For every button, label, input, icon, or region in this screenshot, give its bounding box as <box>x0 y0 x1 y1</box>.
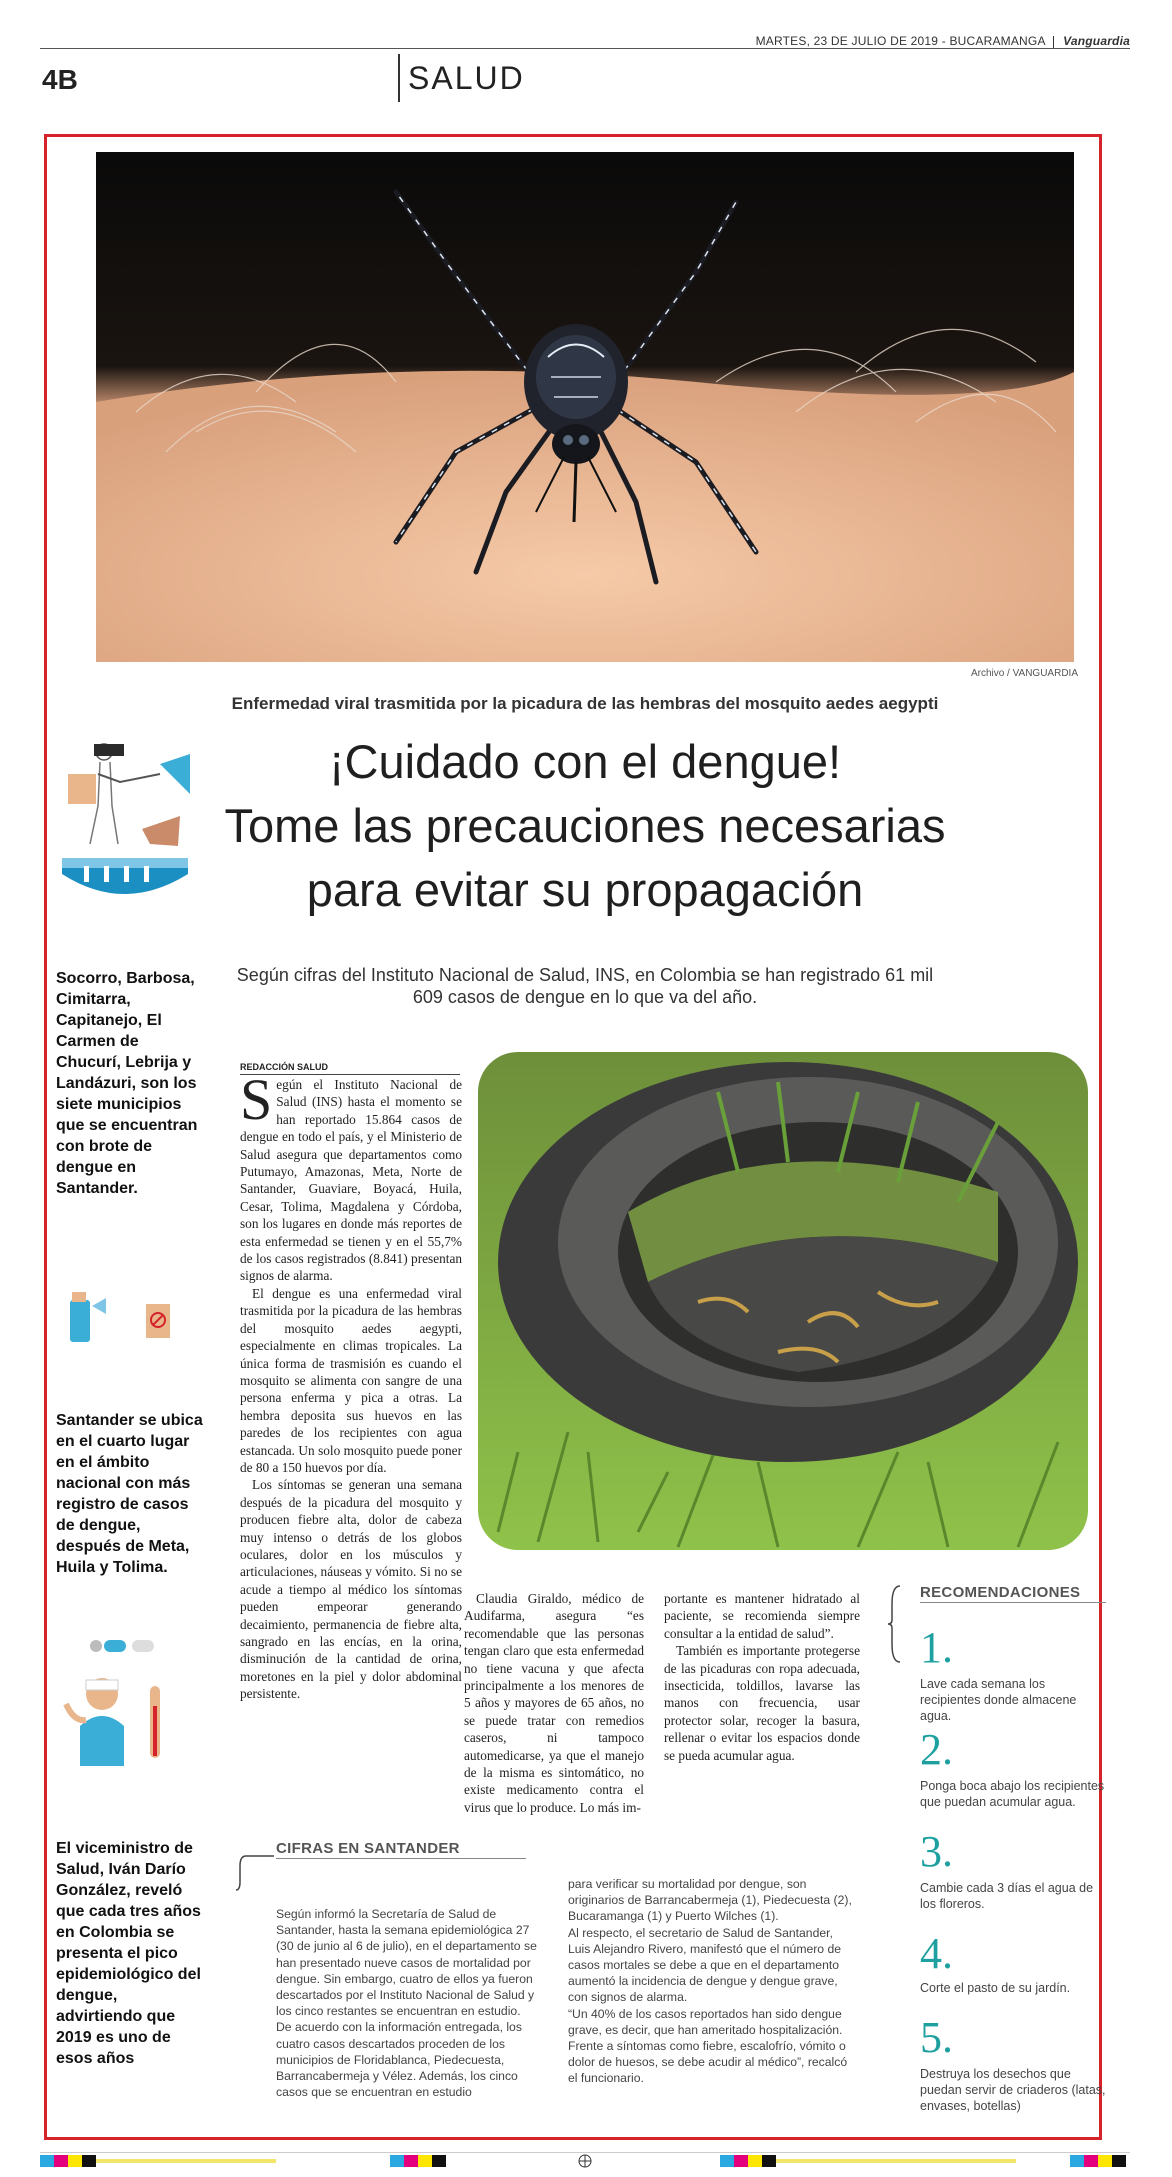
sidebar-fact-2: Santander se ubica en el cuarto lugar en el ámbito nacional con más registro de casos de dengue, después de Meta, Huila y Tolima. <box>56 1412 203 1576</box>
recommendation-text-1: Lave cada semana los recipientes donde almacene agua. <box>920 1677 1077 1723</box>
article-paragraph-3: Los síntomas se generan una semana después de la picadura del mosquito y producen fiebre alta, dolor de cabeza muy intenso o detrás de los globos oculares, dolor en los músculos y articulaciones, náuseas y vómito. Si no se acude a tiempo al médico los síntomas pueden empeorar generando decaimiento, permanencia de fiebre alta, sangrado en las encías, en la orina, disminución de la cantidad de orina, moretones en la piel y dolor abdominal persistente. <box>240 1477 462 1702</box>
recommendation-text-3: Cambie cada 3 días el agua de los floreros. <box>920 1881 1094 1911</box>
article-paragraph-6: También es importante protegerse de las picaduras con ropa adecuada, insecticida, toldillos, lavarse las manos con frecuencia, usar protector solar, recoger la basura, rellenar o evitar los espacios donde se pueda acumular agua. <box>664 1643 860 1763</box>
recommendations-title: RECOMENDACIONES <box>920 1584 1081 1601</box>
page-number: 4B <box>42 64 78 95</box>
cifras-column-1 <box>276 1906 546 2100</box>
article-column-2 <box>464 1590 644 1816</box>
article-paragraph-1: egún el Instituto Nacional de Salud (INS) hasta el momento se han reportado 15.864 casos de dengue en todo el país, y el Ministerio de Salud asegura que departamentos como Putumayo, Amazonas, Meta, Norte de Santander, Guaviare, Boyacá, Huila, Cesar, Tolima, Magdalena y Córdoba, son los lugares en donde más reportes de esta enfermedad se tienen y en el 55,7% de los casos registrados (8.841) presentan signos de alarma. <box>240 1077 462 1284</box>
print-color-bar <box>40 2152 1130 2168</box>
fumigator-illustration <box>60 734 190 904</box>
headline-line-3: para evitar su propagación <box>306 863 864 916</box>
mosquito-photo <box>96 152 1074 662</box>
cifras-paragraph-5: “Un 40% de los casos reportados han sido dengue grave, es decir, que han ameritado hospitalización. Frente a síntomas como fiebre, escalofrío, vómito o dolor de huesos, se debe acudir al médico”, recalcó el funcionario. <box>568 2006 848 2086</box>
sick-person-illustration <box>62 1636 182 1776</box>
article-column-3 <box>664 1590 860 1764</box>
kicker: Enfermedad viral trasmitida por la picadura de las hembras del mosquito aedes aegypti <box>231 694 939 713</box>
section-divider <box>398 54 400 102</box>
subheadline: Según cifras del Instituto Nacional de Salud, INS, en Colombia se han registrado 61 mil 609 casos de dengue en lo que va del año. <box>236 965 934 1007</box>
cifras-paragraph-3: para verificar su mortalidad por dengue, son originarios de Barrancabermeja (1), Piedecuesta (2), Bucaramanga (1) y Puerto Wilches (1). <box>568 1877 852 1924</box>
article-paragraph-2: El dengue es una enfermedad viral trasmitida por la picadura de las hembras del mosquito aedes aegypti, especialmente en climas tropicales. La única forma de trasmisión es cuando el mosquito se alimenta con sangre de una persona enferma y pica a otras. La hembra deposita sus huevos en las paredes de los recipientes con agua estancada. Un solo mosquito puede poner de 80 a 150 huevos por día. <box>240 1285 462 1475</box>
brand-name: Vanguardia <box>1063 34 1130 48</box>
dateline <box>756 34 1130 48</box>
header-rule <box>40 48 1130 49</box>
cifras-title: CIFRAS EN SANTANDER <box>276 1840 460 1857</box>
cifras-paragraph-4: Al respecto, el secretario de Salud de Santander, Luis Alejandro Rivero, manifestó que el número de casos mortales se debe a que en el departamento aumentó la incidencia de dengue y dengue grave, con signos de alarma. <box>568 1925 842 2005</box>
cifras-paragraph-2: De acuerdo con la información entregada, los cuatro casos descartados proceden de los municipios de Floridablanca, Piedecuesta, Barrancabermeja y Vélez. Además, los cinco casos que se encuentran en estudio <box>276 2020 522 2100</box>
cifras-column-2 <box>568 1876 858 2087</box>
tire-photo <box>478 1052 1088 1550</box>
article-paragraph-4: Claudia Giraldo, médico de Audifarma, asegura “es recomendable que las personas tengan claro que esta enfermedad no tiene vacuna y que afecta principalmente a los menores de 5 años y mayores de 65 años, no se puede tratar con remedios caseros, ni tampoco automedicarse, ya que el manejo de la misma es sintomático, no existe medicamento contra el virus que lo produce. Lo más im- <box>464 1591 644 1815</box>
sidebar-fact-3: El viceministro de Salud, Iván Darío González, reveló que cada tres años en Colombia se presenta el pico epidemiológico del dengue, advirtiendo que 2019 es uno de esos años <box>56 1840 201 2067</box>
brace-decoration <box>888 1584 902 1664</box>
byline: REDACCIÓN SALUD <box>240 1062 460 1075</box>
dateline-text: MARTES, 23 DE JULIO DE 2019 - BUCARAMANGA <box>755 34 1045 48</box>
recommendation-number-5: 5. <box>920 2013 953 2062</box>
repellent-illustration <box>62 1286 182 1346</box>
recommendation-number-3: 3. <box>920 1827 953 1876</box>
headline <box>200 730 970 922</box>
recommendations-rule <box>920 1602 1106 1603</box>
sidebar-fact-1: Socorro, Barbosa, Cimitarra, Capitanejo, El Carmen de Chucurí, Lebrija y Landázuri, son los siete municipios que se encuentran con brote de dengue en Santander. <box>56 970 198 1197</box>
recommendation-text-2: Ponga boca abajo los recipientes que puedan acumular agua. <box>920 1779 1105 1809</box>
photo-credit: Archivo / VANGUARDIA <box>970 668 1078 679</box>
recommendation-number-1: 1. <box>920 1623 953 1672</box>
article-paragraph-5: portante es mantener hidratado al paciente, se recomienda siempre consultar a la entidad de salud”. <box>664 1591 860 1641</box>
recommendation-text-4: Corte el pasto de su jardín. <box>920 1981 1071 1995</box>
headline-line-2: Tome las precauciones necesarias <box>224 799 946 852</box>
section-title: SALUD <box>408 60 525 96</box>
recommendation-number-4: 4. <box>920 1929 953 1978</box>
headline-line-1: ¡Cuidado con el dengue! <box>328 735 842 788</box>
recommendation-text-5: Destruya los desechos que puedan servir de criaderos (latas, envases, botellas) <box>920 2067 1106 2113</box>
drop-cap: S <box>240 1067 273 1132</box>
recommendation-number-2: 2. <box>920 1725 953 1774</box>
cifras-paragraph-1: Según informó la Secretaría de Salud de Santander, hasta la semana epidemiológica 27 (30 de junio al 6 de julio), en el departamento se han presentado nueve casos de mortalidad por dengue. Sin embargo, cuatro de ellos ya fueron descartados por el Instituto Nacional de Salud y los cinco restantes se encuentran en estudio. <box>276 1907 537 2019</box>
